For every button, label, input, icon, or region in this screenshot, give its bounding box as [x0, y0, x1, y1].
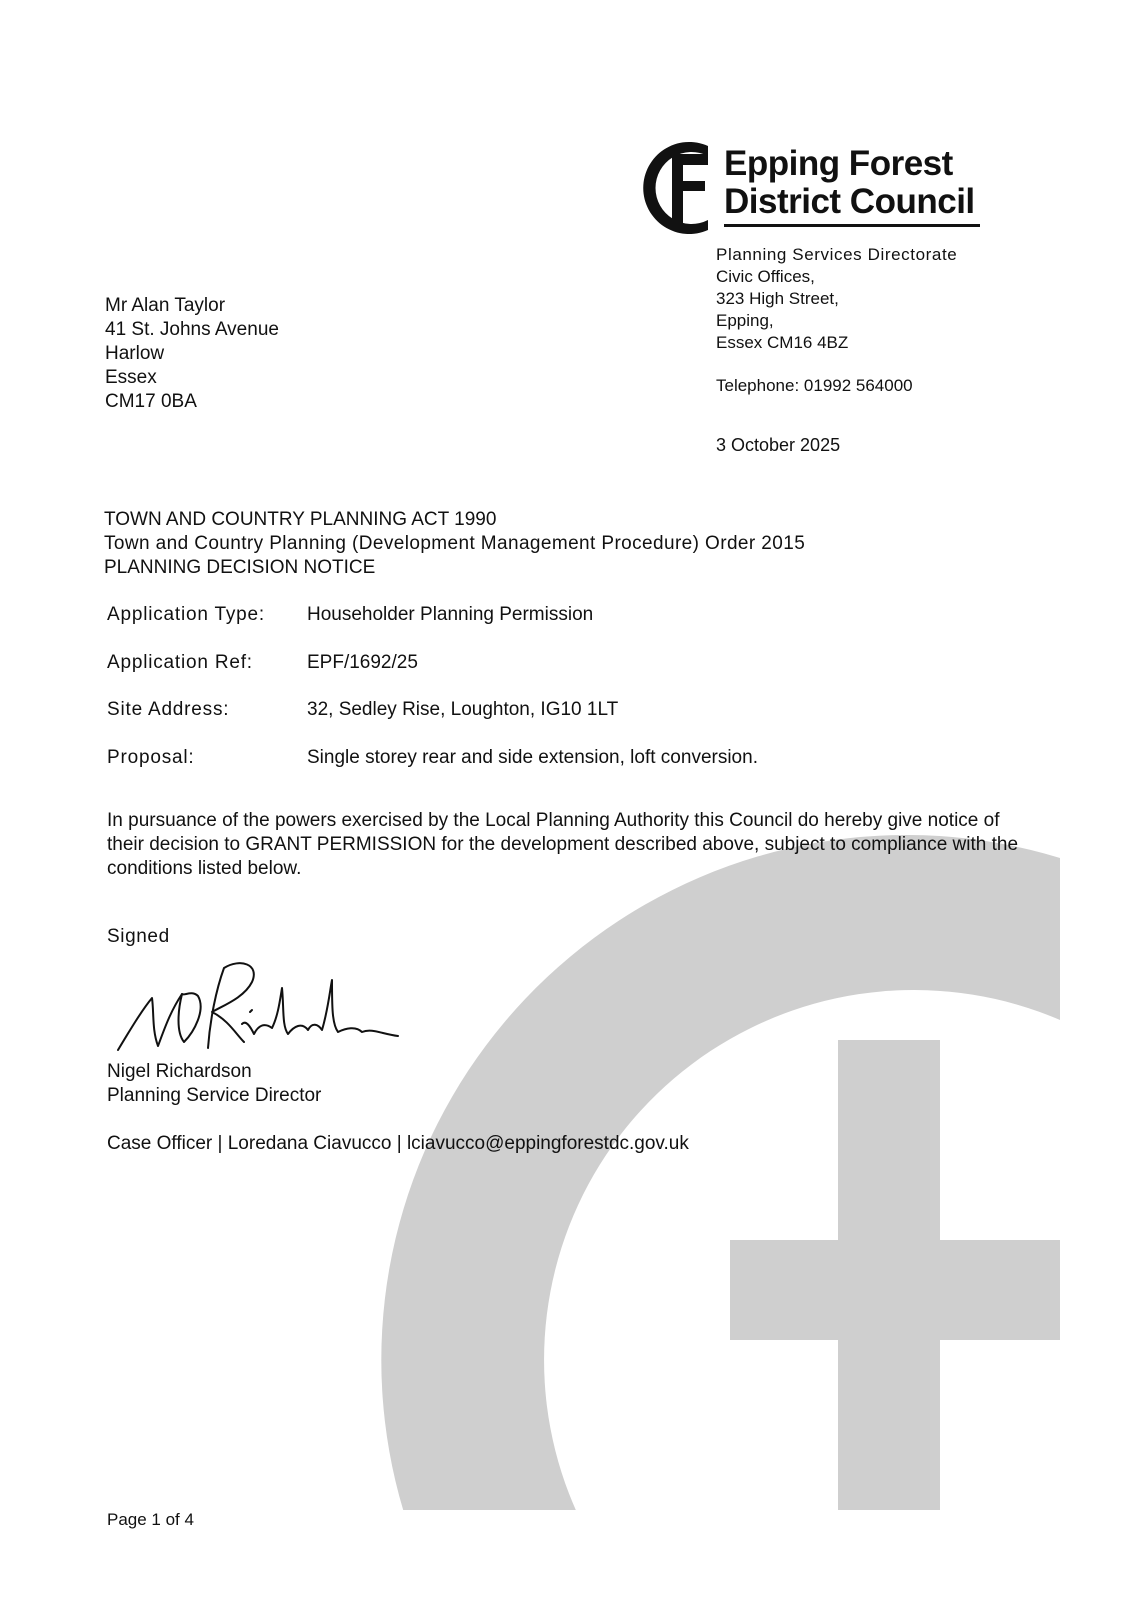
detail-value: Single storey rear and side extension, loft conversion.	[307, 747, 758, 768]
detail-label: Proposal:	[107, 747, 195, 768]
recipient-line: CM17 0BA	[105, 391, 197, 412]
heading-order: Town and Country Planning (Development Management Procedure) Order 2015	[104, 533, 806, 554]
sender-address-line: Civic Offices,	[716, 267, 815, 286]
sender-address-line: 323 High Street,	[716, 289, 839, 308]
sender-address-line: Essex CM16 4BZ	[716, 333, 849, 352]
detail-label: Application Type:	[107, 604, 265, 625]
notice-headings	[104, 508, 805, 580]
logo-underline	[724, 224, 980, 227]
heading-notice-title: PLANNING DECISION NOTICE	[104, 557, 376, 578]
recipient-address	[105, 294, 279, 414]
recipient-line: Harlow	[105, 343, 165, 364]
recipient-line: Mr Alan Taylor	[105, 295, 226, 316]
logo-name-line1: Epping Forest	[724, 144, 953, 183]
letter-date: 3 October 2025	[716, 435, 841, 455]
detail-value: EPF/1692/25	[307, 652, 418, 673]
detail-value: Householder Planning Permission	[307, 604, 594, 625]
detail-value: 32, Sedley Rise, Loughton, IG10 1LT	[307, 699, 619, 720]
council-logo	[638, 140, 988, 236]
decision-paragraph: In pursuance of the powers exercised by the Local Planning Authority this Council do hereby give notice of their decision to GRANT PERMISSION for the development described above, subject to compliance with the conditions listed below.	[107, 810, 1019, 879]
sender-telephone: Telephone: 01992 564000	[716, 376, 913, 395]
detail-label: Application Ref:	[107, 652, 253, 673]
logo-name-line2: District Council	[724, 182, 975, 221]
recipient-line: Essex	[105, 367, 157, 388]
sender-address-line: Epping,	[716, 311, 774, 330]
efdc-logo-mark-icon	[638, 140, 714, 236]
sender-directorate: Planning Services Directorate	[716, 245, 958, 264]
detail-label: Site Address:	[107, 699, 230, 720]
handwritten-signature	[112, 950, 402, 1060]
heading-act: TOWN AND COUNTRY PLANNING ACT 1990	[104, 509, 497, 530]
case-officer-line: Case Officer | Loredana Ciavucco | lciavucco@eppingforestdc.gov.uk	[107, 1133, 689, 1154]
page-number: Page 1 of 4	[107, 1510, 194, 1529]
signed-label: Signed	[107, 926, 170, 947]
signatory-title: Planning Service Director	[107, 1085, 322, 1106]
signatory	[107, 1060, 321, 1108]
signatory-name: Nigel Richardson	[107, 1061, 252, 1082]
recipient-line: 41 St. Johns Avenue	[105, 319, 279, 340]
sender-address	[716, 244, 957, 354]
